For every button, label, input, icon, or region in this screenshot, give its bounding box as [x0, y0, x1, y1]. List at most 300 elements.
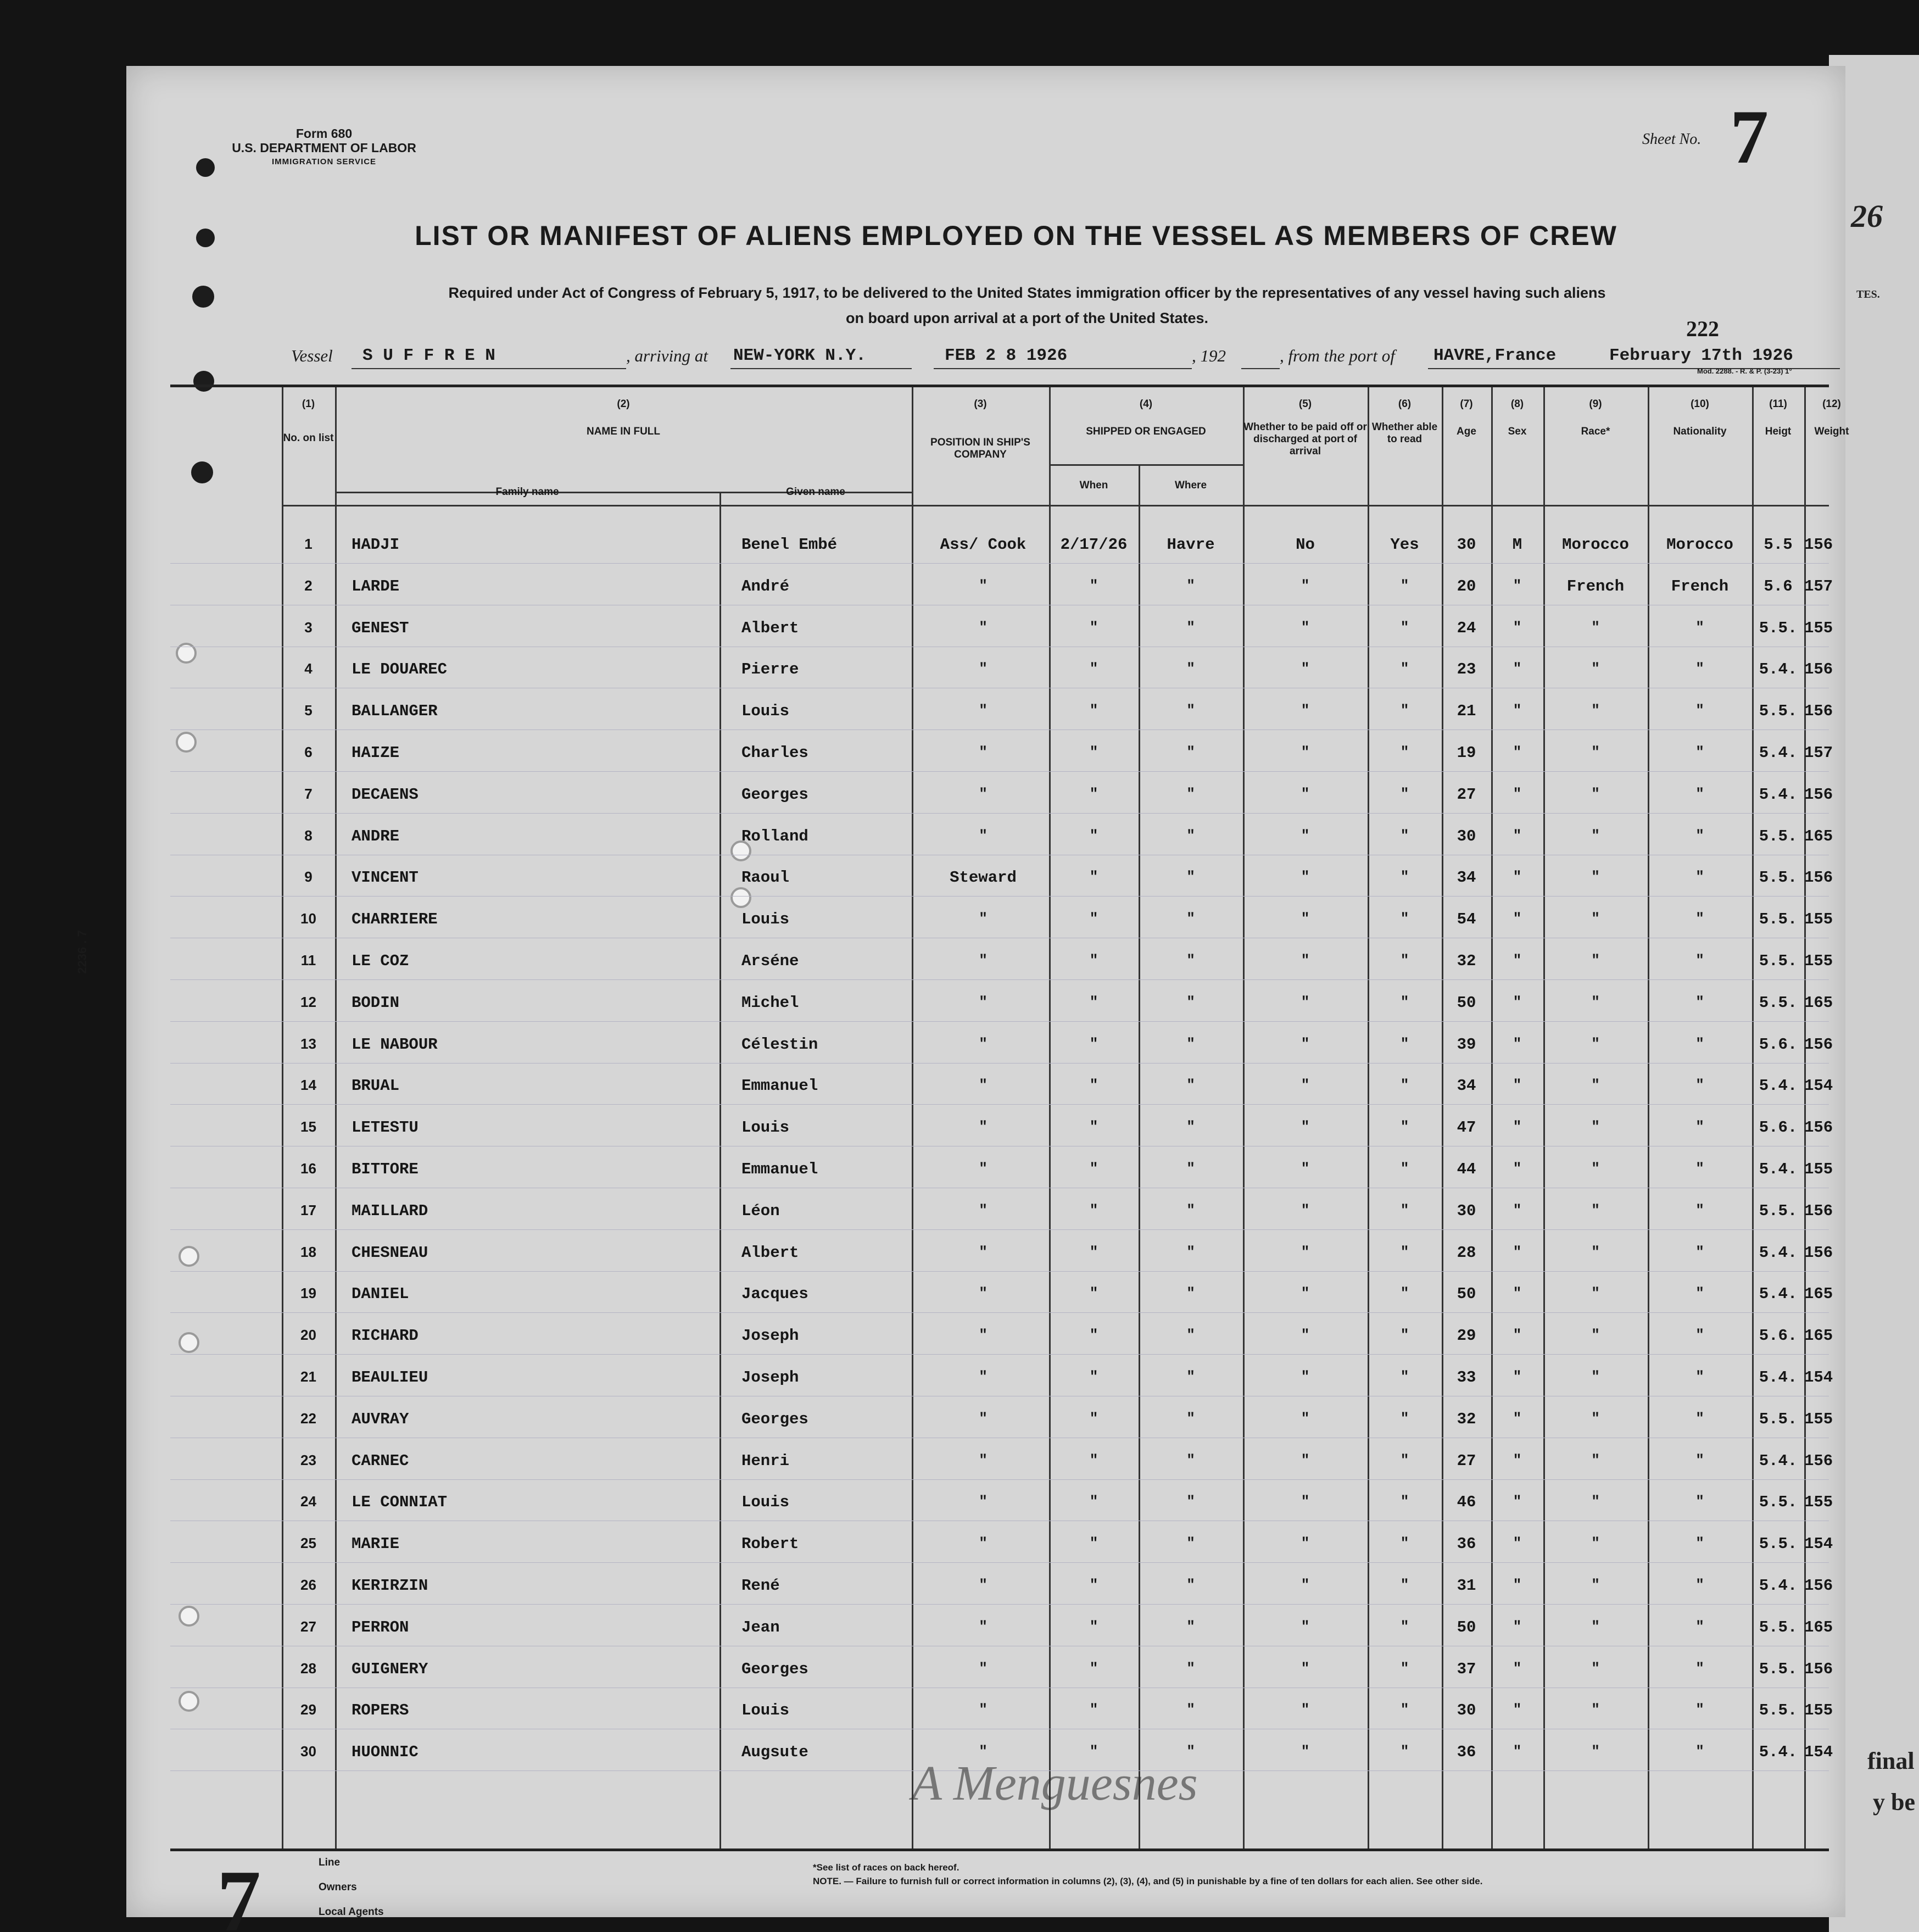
cell-position: " [979, 1077, 988, 1093]
cell-race: " [1591, 1118, 1600, 1135]
cell-nat: " [1695, 1327, 1704, 1343]
cell-no: 5 [304, 702, 313, 719]
cell-given: Arséne [741, 952, 799, 970]
cell-weight: 156 [1804, 660, 1833, 678]
cell-no: 1 [304, 536, 313, 552]
cell-read: " [1400, 1618, 1409, 1635]
cell-given: Georges [741, 1660, 808, 1678]
cell-position: " [979, 1035, 988, 1052]
cell-age: 50 [1457, 1618, 1476, 1636]
cell-paid: " [1301, 868, 1310, 885]
subtitle-line: Required under Act of Congress of February 5, 1917, to be delivered to the United States immigration officer by the representatives of any vessel having such aliens [448, 285, 1606, 301]
cell-given: René [741, 1577, 780, 1595]
cell-age: 36 [1457, 1535, 1476, 1553]
cell-paid: " [1301, 1244, 1310, 1260]
cell-sex: " [1513, 1244, 1522, 1260]
row-rule [170, 979, 1829, 980]
cell-sex: " [1513, 660, 1522, 677]
cell-age: 34 [1457, 868, 1476, 887]
cell-when: " [1089, 1535, 1098, 1551]
cell-family: BALLANGER [352, 702, 438, 720]
manifest-page [75, 66, 1849, 1932]
cell-read: " [1400, 1035, 1409, 1052]
punch-hole [192, 286, 214, 308]
cell-race: " [1591, 952, 1600, 968]
cell-family: AUVRAY [352, 1410, 409, 1428]
cell-nat: " [1695, 1035, 1704, 1052]
cell-nat: " [1695, 1577, 1704, 1593]
cell-paid: " [1301, 619, 1310, 636]
cell-family: GENEST [352, 619, 409, 637]
cell-position: " [979, 1701, 988, 1718]
cell-position: " [979, 660, 988, 677]
col6-header: (6) Whether able to read [1371, 398, 1438, 445]
col1-header: (1) No. on list [283, 398, 334, 444]
cell-where: " [1186, 1368, 1195, 1385]
cell-family: MARIE [352, 1535, 400, 1553]
cell-family: CARNEC [352, 1452, 409, 1470]
cell-where: " [1186, 1618, 1195, 1635]
cell-when: " [1089, 827, 1098, 844]
cell-family: BITTORE [352, 1160, 419, 1178]
cell-race: " [1591, 1577, 1600, 1593]
cell-read: " [1400, 1452, 1409, 1468]
cell-weight: 155 [1804, 1701, 1833, 1719]
date-stamp: FEB 2 8 1926 [945, 346, 1068, 365]
cell-paid: " [1301, 1493, 1310, 1510]
cell-no: 19 [300, 1285, 316, 1301]
cell-where: " [1186, 1327, 1195, 1343]
cell-sex: " [1513, 702, 1522, 719]
cell-family: DECAENS [352, 786, 419, 804]
cell-family: ROPERS [352, 1701, 409, 1719]
cell-no: 11 [300, 952, 316, 968]
cell-no: 17 [300, 1202, 316, 1218]
cell-given: Georges [741, 786, 808, 804]
cell-no: 27 [300, 1618, 316, 1635]
cell-age: 31 [1457, 1577, 1476, 1595]
cell-sex: " [1513, 1118, 1522, 1135]
cell-family: CHARRIERE [352, 910, 438, 928]
cell-height: 5.5 [1764, 536, 1793, 554]
cell-when: " [1089, 1368, 1098, 1385]
cell-read: " [1400, 1244, 1409, 1260]
cell-where: " [1186, 1493, 1195, 1510]
cell-read: " [1400, 1410, 1409, 1427]
cell-nat: " [1695, 702, 1704, 719]
cell-when: " [1089, 619, 1098, 636]
cell-paid: " [1301, 1077, 1310, 1093]
cell-weight: 156 [1804, 786, 1833, 804]
cell-age: 27 [1457, 786, 1476, 804]
col4-where-header: Where [1174, 480, 1207, 491]
cell-where: " [1186, 1202, 1195, 1218]
cell-paid: " [1301, 1118, 1310, 1135]
cell-height: 5.5. [1759, 952, 1798, 970]
cell-height: 5.5. [1759, 1660, 1798, 1678]
cell-age: 46 [1457, 1493, 1476, 1511]
cell-weight: 156 [1804, 1202, 1833, 1220]
cell-race: " [1591, 1368, 1600, 1385]
row-rule [170, 1063, 1829, 1064]
cell-where: Havre [1167, 536, 1215, 554]
cell-nat: " [1695, 1285, 1704, 1301]
cell-position: " [979, 702, 988, 719]
cell-given: Benel Embé [741, 536, 838, 554]
cell-nat: " [1695, 1743, 1704, 1760]
cell-given: Louis [741, 1493, 790, 1511]
cell-no: 26 [300, 1577, 316, 1593]
cell-paid: " [1301, 660, 1310, 677]
row-rule [170, 1479, 1829, 1480]
cell-age: 30 [1457, 1701, 1476, 1719]
cell-nat: " [1695, 1202, 1704, 1218]
cell-weight: 157 [1804, 577, 1833, 595]
cell-weight: 154 [1804, 1077, 1833, 1095]
vessel-label: Vessel [291, 346, 333, 365]
cell-read: " [1400, 1535, 1409, 1551]
cell-sex: " [1513, 619, 1522, 636]
edge-fragment: y be [1873, 1789, 1915, 1816]
margin-number: 222 [1686, 316, 1719, 341]
cell-read: " [1400, 827, 1409, 844]
cell-weight: 156 [1804, 536, 1833, 554]
service: IMMIGRATION SERVICE [271, 157, 377, 166]
cell-where: " [1186, 1077, 1195, 1093]
cell-position: " [979, 1202, 988, 1218]
cell-when: " [1089, 952, 1098, 968]
cell-race: " [1591, 1285, 1600, 1301]
cell-weight: 154 [1804, 1368, 1833, 1387]
cell-height: 5.6. [1759, 1118, 1798, 1137]
cell-paid: No [1296, 536, 1315, 554]
cell-race: Morocco [1562, 536, 1629, 554]
cell-read: " [1400, 1743, 1409, 1760]
cell-sex: " [1513, 1452, 1522, 1468]
cell-read: Yes [1390, 536, 1419, 554]
cell-weight: 156 [1804, 1244, 1833, 1262]
departure-date: February 17th 1926 [1609, 346, 1793, 365]
cell-where: " [1186, 1410, 1195, 1427]
cell-family: ANDRE [352, 827, 400, 845]
cell-nat: " [1695, 1410, 1704, 1427]
cell-age: 37 [1457, 1660, 1476, 1678]
cell-where: " [1186, 660, 1195, 677]
cell-family: LETESTU [352, 1118, 419, 1137]
cell-where: " [1186, 827, 1195, 844]
cell-given: Albert [741, 619, 799, 637]
cell-when: " [1089, 702, 1098, 719]
cell-nat: " [1695, 827, 1704, 844]
cell-weight: 165 [1804, 1618, 1833, 1636]
cell-age: 19 [1457, 744, 1476, 762]
cell-where: " [1186, 994, 1195, 1010]
cell-family: LARDE [352, 577, 400, 595]
cell-family: BEAULIEU [352, 1368, 428, 1387]
cell-position: " [979, 1535, 988, 1551]
cell-sex: " [1513, 1368, 1522, 1385]
col2-given-header: Given name [786, 486, 845, 498]
cell-read: " [1400, 619, 1409, 636]
cell-sex: " [1513, 994, 1522, 1010]
cell-height: 5.5. [1759, 1410, 1798, 1428]
cell-position: " [979, 1368, 988, 1385]
cell-sex: " [1513, 1285, 1522, 1301]
cell-paid: " [1301, 1577, 1310, 1593]
cell-height: 5.4. [1759, 1285, 1798, 1303]
page-title: LIST OR MANIFEST OF ALIENS EMPLOYED ON THE VESSEL AS MEMBERS OF CREW [415, 220, 1617, 251]
cell-weight: 157 [1804, 744, 1833, 762]
cell-family: MAILLARD [352, 1202, 428, 1220]
col2-family-header: Family name [495, 486, 559, 498]
cell-paid: " [1301, 1410, 1310, 1427]
cell-given: Emmanuel [741, 1160, 818, 1178]
cell-position: " [979, 744, 988, 760]
cell-where: " [1186, 868, 1195, 885]
cell-when: " [1089, 1701, 1098, 1718]
cell-read: " [1400, 994, 1409, 1010]
cell-race: " [1591, 1035, 1600, 1052]
crew-manifest-table [170, 385, 1849, 1851]
cell-weight: 165 [1804, 827, 1833, 845]
cell-family: GUIGNERY [352, 1660, 428, 1678]
cell-position: " [979, 1743, 988, 1760]
cell-age: 50 [1457, 1285, 1476, 1303]
cell-given: Henri [741, 1452, 790, 1470]
cell-given: Louis [741, 1701, 790, 1719]
cell-position: " [979, 952, 988, 968]
cell-weight: 155 [1804, 1410, 1833, 1428]
cell-family: BRUAL [352, 1077, 400, 1095]
cell-height: 5.4. [1759, 1743, 1798, 1761]
cell-when: " [1089, 994, 1098, 1010]
owners-label: Owners [319, 1881, 357, 1893]
cell-when: " [1089, 1577, 1098, 1593]
cell-paid: " [1301, 1618, 1310, 1635]
cell-age: 30 [1457, 1202, 1476, 1220]
cell-height: 5.6 [1764, 577, 1793, 595]
cell-sex: " [1513, 1743, 1522, 1760]
mod-number: Mod. 2288. - R. & P. (3-23) 1° [1697, 367, 1792, 375]
cell-paid: " [1301, 827, 1310, 844]
cell-read: " [1400, 1660, 1409, 1677]
cell-when: " [1089, 1118, 1098, 1135]
cell-when: " [1089, 1035, 1098, 1052]
cell-no: 18 [300, 1244, 316, 1260]
cell-family: HUONNIC [352, 1743, 419, 1761]
cell-where: " [1186, 1577, 1195, 1593]
col10-header: (10) Nationality [1673, 398, 1727, 437]
row-rule [170, 1354, 1829, 1355]
cell-weight: 165 [1804, 1327, 1833, 1345]
cell-paid: " [1301, 910, 1310, 927]
cell-sex: " [1513, 1410, 1522, 1427]
cell-weight: 156 [1804, 1452, 1833, 1470]
cell-given: Louis [741, 910, 790, 928]
cell-given: Jean [741, 1618, 780, 1636]
cell-no: 12 [300, 994, 316, 1010]
cell-weight: 156 [1804, 1118, 1833, 1137]
col2-header: (2) NAME IN FULL [586, 398, 661, 437]
cell-nat: " [1695, 1368, 1704, 1385]
cell-read: " [1400, 910, 1409, 927]
cell-age: 28 [1457, 1244, 1476, 1262]
cell-read: " [1400, 1118, 1409, 1135]
cell-paid: " [1301, 1160, 1310, 1177]
cell-family: HADJI [352, 536, 400, 554]
cell-weight: 165 [1804, 1285, 1833, 1303]
cell-family: DANIEL [352, 1285, 409, 1303]
cell-weight: 155 [1804, 1493, 1833, 1511]
row-rule [170, 1562, 1829, 1563]
cell-age: 30 [1457, 827, 1476, 845]
officer-signature: A Menguesnes [912, 1756, 1198, 1811]
edge-fragment: final [1867, 1747, 1915, 1774]
cell-family: LE DOUAREC [352, 660, 448, 678]
cell-height: 5.6. [1759, 1327, 1798, 1345]
cell-paid: " [1301, 1285, 1310, 1301]
cell-when: " [1089, 1493, 1098, 1510]
cell-race: " [1591, 1244, 1600, 1260]
cell-race: " [1591, 619, 1600, 636]
cell-nat: " [1695, 952, 1704, 968]
cell-race: " [1591, 1202, 1600, 1218]
row-rule [170, 1104, 1829, 1105]
cell-sex: " [1513, 1701, 1522, 1718]
cell-read: " [1400, 1285, 1409, 1301]
vessel-line [291, 346, 1840, 374]
cell-when: " [1089, 786, 1098, 802]
cell-age: 36 [1457, 1743, 1476, 1761]
cell-read: " [1400, 1077, 1409, 1093]
cell-given: Michel [741, 994, 799, 1012]
col5-header: (5) Whether to be paid off or discharged at port of arrival [1243, 398, 1367, 457]
cell-age: 30 [1457, 536, 1476, 554]
cell-family: KERIRZIN [352, 1577, 428, 1595]
cell-when: " [1089, 744, 1098, 760]
cell-given: Jacques [741, 1285, 808, 1303]
cell-paid: " [1301, 952, 1310, 968]
cell-race: " [1591, 1327, 1600, 1343]
cell-no: 13 [300, 1035, 316, 1052]
cell-no: 6 [304, 744, 313, 760]
cell-given: Louis [741, 1118, 790, 1137]
cell-given: Pierre [741, 660, 799, 678]
cell-when: " [1089, 1285, 1098, 1301]
cell-where: " [1186, 577, 1195, 594]
cell-read: " [1400, 1327, 1409, 1343]
cell-where: " [1186, 1160, 1195, 1177]
cell-position: " [979, 1618, 988, 1635]
cell-nat: " [1695, 1618, 1704, 1635]
cell-nat: " [1695, 868, 1704, 885]
cell-nat: " [1695, 1244, 1704, 1260]
cell-race: " [1591, 994, 1600, 1010]
cell-position: " [979, 827, 988, 844]
col9-header: (9) Race* [1581, 398, 1610, 437]
cell-race: " [1591, 1160, 1600, 1177]
cell-no: 15 [300, 1118, 316, 1135]
cell-paid: " [1301, 1368, 1310, 1385]
line-label: Line [319, 1857, 341, 1868]
cell-sex: " [1513, 1160, 1522, 1177]
cell-family: VINCENT [352, 868, 419, 887]
cell-age: 50 [1457, 994, 1476, 1012]
cell-age: 44 [1457, 1160, 1476, 1178]
cell-weight: 156 [1804, 1035, 1833, 1054]
cell-sex: " [1513, 1577, 1522, 1593]
cell-height: 5.5. [1759, 619, 1798, 637]
cell-paid: " [1301, 1660, 1310, 1677]
cell-when: " [1089, 660, 1098, 677]
cell-where: " [1186, 952, 1195, 968]
cell-where: " [1186, 1701, 1195, 1718]
cell-where: " [1186, 1452, 1195, 1468]
cell-paid: " [1301, 1743, 1310, 1760]
cell-position: " [979, 1660, 988, 1677]
cell-age: 24 [1457, 619, 1476, 637]
cell-given: Célestin [741, 1035, 818, 1054]
cell-read: " [1400, 1493, 1409, 1510]
cell-when: " [1089, 1743, 1098, 1760]
cell-position: " [979, 910, 988, 927]
cell-when: 2/17/26 [1060, 536, 1128, 554]
cell-nat: " [1695, 994, 1704, 1010]
cell-race: " [1591, 660, 1600, 677]
cell-where: " [1186, 1244, 1195, 1260]
cell-position: " [979, 994, 988, 1010]
row-rule [170, 1229, 1829, 1230]
cell-height: 5.4. [1759, 1244, 1798, 1262]
form-number-block [209, 126, 439, 169]
cell-family: RICHARD [352, 1327, 419, 1345]
cell-read: " [1400, 744, 1409, 760]
cell-when: " [1089, 868, 1098, 885]
cell-weight: 156 [1804, 702, 1833, 720]
cell-no: 9 [304, 868, 313, 885]
cell-given: Albert [741, 1244, 799, 1262]
cell-age: 21 [1457, 702, 1476, 720]
cell-nat: " [1695, 744, 1704, 760]
cell-race: " [1591, 1452, 1600, 1468]
col4-when-header: When [1079, 480, 1108, 491]
cell-no: 29 [300, 1701, 316, 1718]
cell-when: " [1089, 910, 1098, 927]
cell-sex: " [1513, 1077, 1522, 1093]
cell-where: " [1186, 786, 1195, 802]
cell-nat: " [1695, 1535, 1704, 1551]
cell-no: 7 [304, 786, 313, 802]
cell-height: 5.4. [1759, 744, 1798, 762]
cell-position: " [979, 786, 988, 802]
agents-label: Local Agents [319, 1906, 384, 1918]
cell-race: " [1591, 1493, 1600, 1510]
cell-sex: " [1513, 1202, 1522, 1218]
cell-sex: " [1513, 577, 1522, 594]
cell-sex: " [1513, 1493, 1522, 1510]
cell-age: 34 [1457, 1077, 1476, 1095]
cell-nat: " [1695, 1118, 1704, 1135]
cell-where: " [1186, 1285, 1195, 1301]
cell-nat: " [1695, 1077, 1704, 1093]
cell-paid: " [1301, 577, 1310, 594]
cell-age: 32 [1457, 1410, 1476, 1428]
cell-read: " [1400, 1577, 1409, 1593]
cell-no: 28 [300, 1660, 316, 1677]
cell-no: 20 [300, 1327, 316, 1343]
cell-weight: 156 [1804, 1577, 1833, 1595]
cell-read: " [1400, 952, 1409, 968]
